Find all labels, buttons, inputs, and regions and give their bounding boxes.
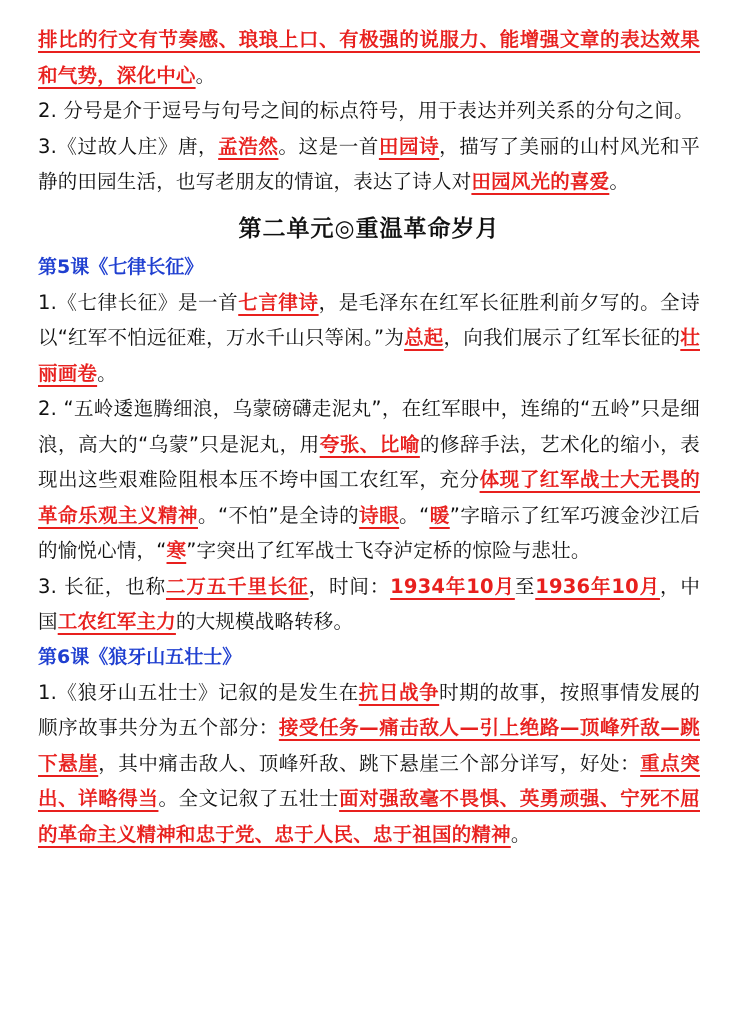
key-answer: 田园风光的喜爱	[471, 170, 610, 193]
key-answer: 体现了红军战士大无畏的革命乐观主义精神	[38, 468, 700, 527]
lesson-5-paragraph-1: 1.《七律长征》是一首七言律诗，是毛泽东在红军长征胜利前夕写的。全诗以“红军不怕远征难，万水千山只等闲。”为总起，向我们展示了红军长征的壮丽画卷。	[38, 290, 700, 385]
lesson-5-paragraph-3: 3. 长征，也称二万五千里长征，时间：1934年10月至1936年10月，中国工农红军主力的大规模战略转移。	[38, 574, 701, 633]
lesson-5-paragraph-2: 2. “五岭逶迤腾细浪，乌蒙磅礴走泥丸”，在红军眼中，连绵的“五岭”只是细浪，高大的“乌蒙”只是泥丸，用夸张、比喻的修辞手法，艺术化的缩小，表现出这些艰难险阻根本压不垮中国工农红军，充分体现了红军战士大无畏的革命乐观主义精神。“不怕”是全诗的诗眼。“暖”字暗示了红军巧渡金沙江后的愉悦心情，“寒”字突出了红军战士飞夺泸定桥的惊险与悲壮。	[38, 397, 700, 562]
key-answer: 接受任务—痛击敌人—引上绝路—顶峰歼敌—跳下悬崖	[38, 716, 700, 775]
key-answer: 总起	[404, 326, 444, 349]
key-answer: 暖	[429, 503, 450, 527]
lesson-6-paragraph-1: 1.《狼牙山五壮士》记叙的是发生在抗日战争时期的故事，按照事情发展的顺序故事共分为五个部分：接受任务—痛击敌人—引上绝路—顶峰歼敌—跳下悬崖，其中痛击敌人、顶峰歼敌、跳下悬崖三个部分详写，好处：重点突出、详略得当。全文记叙了五壮士面对强敌毫不畏惧、英勇顽强、宁死不屈的革命主义精神和忠于党、忠于人民、忠于祖国的精神。	[38, 680, 700, 846]
key-answer: 壮丽画卷	[38, 326, 700, 385]
key-answer: 孟浩然	[218, 134, 279, 158]
lesson-6-title: 第6课《狼牙山五壮士》	[38, 645, 242, 668]
paragraph-semicolon: 2. 分号是介于逗号与句号之间的标点符号，用于表达并列关系的分句之间。	[38, 99, 694, 122]
paragraph-parallelism-effect: 排比的行文有节奏感、琅琅上口、有极强的说服力、能增强文章的表达效果和气势，深化中心。	[38, 28, 700, 87]
paragraph-guo-gu-ren-zhuang: 3.《过故人庄》唐，孟浩然。这是一首田园诗，描写了美丽的山村风光和平静的田园生活，也写老朋友的情谊，表达了诗人对田园风光的喜爱。	[38, 134, 700, 193]
key-answer: 寒	[166, 539, 187, 562]
unit-title: 第二单元◎重温革命岁月	[238, 214, 500, 242]
lesson-5-title: 第5课《七律长征》	[38, 255, 204, 278]
key-answer: 抗日战争	[358, 680, 440, 704]
key-answer: 七言律诗	[238, 290, 319, 314]
key-answer: 面对强敌毫不畏惧、英勇顽强、宁死不屈的革命主义精神和忠于党、忠于人民、忠于祖国的精神	[38, 787, 700, 846]
key-answer: 二万五千里长征	[165, 574, 309, 598]
key-answer: 诗眼	[359, 503, 400, 527]
key-answer: 工农红军主力	[57, 610, 176, 633]
key-answer: 排比的行文有节奏感、琅琅上口、有极强的说服力、能增强文章的表达效果和气势，深化中心	[38, 28, 700, 87]
key-answer: 田园诗	[378, 134, 440, 158]
key-answer: 夸张、比喻	[319, 432, 420, 456]
key-answer: 1936年10月	[535, 574, 660, 598]
key-answer: 重点突出、详略得当	[38, 751, 700, 810]
key-answer: 1934年10月	[390, 574, 515, 598]
